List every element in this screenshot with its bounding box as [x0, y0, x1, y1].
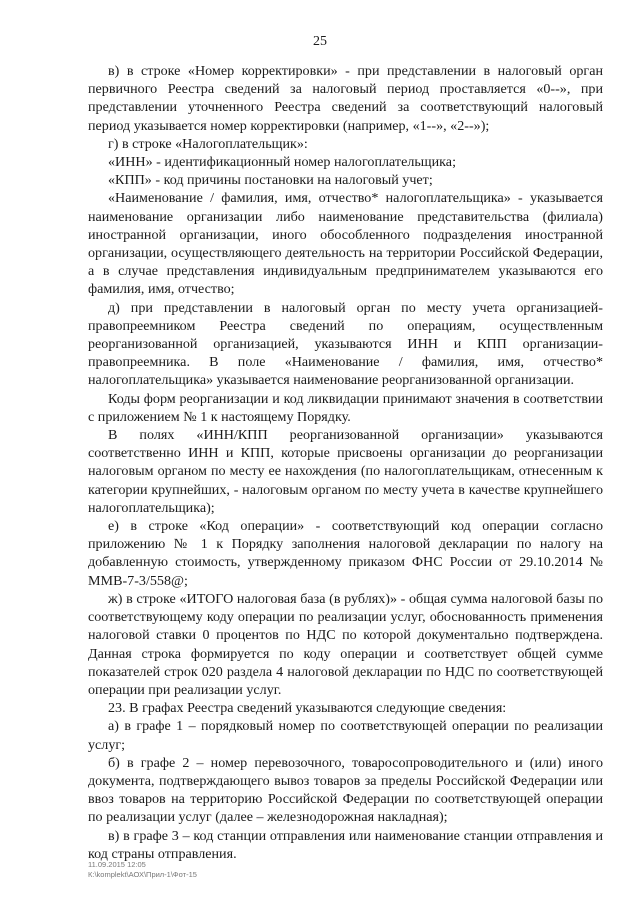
paragraph-reorganization-codes: Коды форм реорганизации и код ликвидации принимают значения в соответствии с приложением № 1 к настоящему Порядку.: [88, 390, 603, 425]
paragraph-v-column-3: в) в графе 3 – код станции отправления или наименование станции отправления и код страны отправления.: [88, 827, 603, 862]
paragraph-b-column-2: б) в графе 2 – номер перевозочного, товаросопроводительного и (или) иного документа, подтверждающего вывоз товаров за пределы Российской Федерации или ввоз товаров на территорию Российской Федерации по соответствующей операции по реализации услуг (далее – железнодорожная накладная);: [88, 754, 603, 826]
paragraph-inn-kpp-reorganized: В полях «ИНН/КПП реорганизованной организации» указываются соответственно ИНН и КПП, которые присвоены организации до реорганизации налоговым органом по месту ее нахождения (по налогоплательщикам, отнесенным к категории крупнейших, - налоговым органом по месту учета в качестве крупнейшего налогоплательщика);: [88, 427, 603, 516]
page-number: 25: [313, 34, 327, 49]
paragraph-23-registry-columns: 23. В графах Реестра сведений указываются следующие сведения:: [108, 700, 507, 717]
paragraph-a-column-1: а) в графе 1 – порядковый номер по соответствующей операции по реализации услуг;: [88, 718, 603, 753]
footer: [88, 860, 197, 880]
paragraph-zh-total-tax-base: ж) в строке «ИТОГО налоговая база (в рублях)» - общая сумма налоговой базы по соответствующему коду операции по реализации услуг, обоснованность применения налоговой ставки 0 процентов по НДС по которой документально подтверждена. Данная строка формируется по коду операции и соответствует общей сумме показателей строк 020 раздела 4 налоговой декларации по НДС по соответствующей операции при реализации услуг.: [88, 590, 603, 698]
paragraph-name: «Наименование / фамилия, имя, отчество* налогоплательщика» - указывается наименование организации либо наименование представительства (филиала) иностранной организации, иного обособленного подразделения иностранной организации, осуществляющего деятельность на территории Российской Федерации, а в случае представления индивидуальным предпринимателем указываются его фамилия, имя, отчество;: [88, 190, 603, 298]
paragraph-d-successor: д) при представлении в налоговый орган по месту учета организацией-правопреемником Реестра сведений по операциям, осуществленным реорганизованной организацией, указываются ИНН и КПП организации-правопреемника. В поле «Наименование / фамилия, имя, отчество* налогоплательщика» указывается наименование реорганизованной организации.: [88, 299, 603, 389]
paragraph-e-operation-code: е) в строке «Код операции» - соответствующий код операции согласно приложению № 1 к Порядку заполнения налоговой декларации по налогу на добавленную стоимость, утвержденному приказом ФНС России от 29.10.2014 № ММВ-7-3/558@;: [88, 518, 603, 589]
footer-timestamp: 11.09.2015 12:05: [88, 860, 146, 869]
footer-file-path: К:\komplekt\АОХ\Прил-1\Фот-15: [88, 870, 197, 879]
paragraph-kpp: «КПП» - код причины постановки на налоговый учет;: [108, 172, 433, 189]
document-body: [88, 62, 603, 863]
paragraph-v-correction-number: в) в строке «Номер корректировки» - при представлении в налоговый орган первичного Реестра сведений за налоговый период проставляется «0--», при представлении уточненного Реестра сведений за соответствующий налоговый период указывается номер корректировки (например, «1--», «2--»);: [88, 63, 603, 134]
paragraph-inn: «ИНН» - идентификационный номер налогоплательщика;: [108, 154, 456, 171]
paragraph-g-taxpayer: г) в строке «Налогоплательщик»:: [108, 135, 308, 152]
